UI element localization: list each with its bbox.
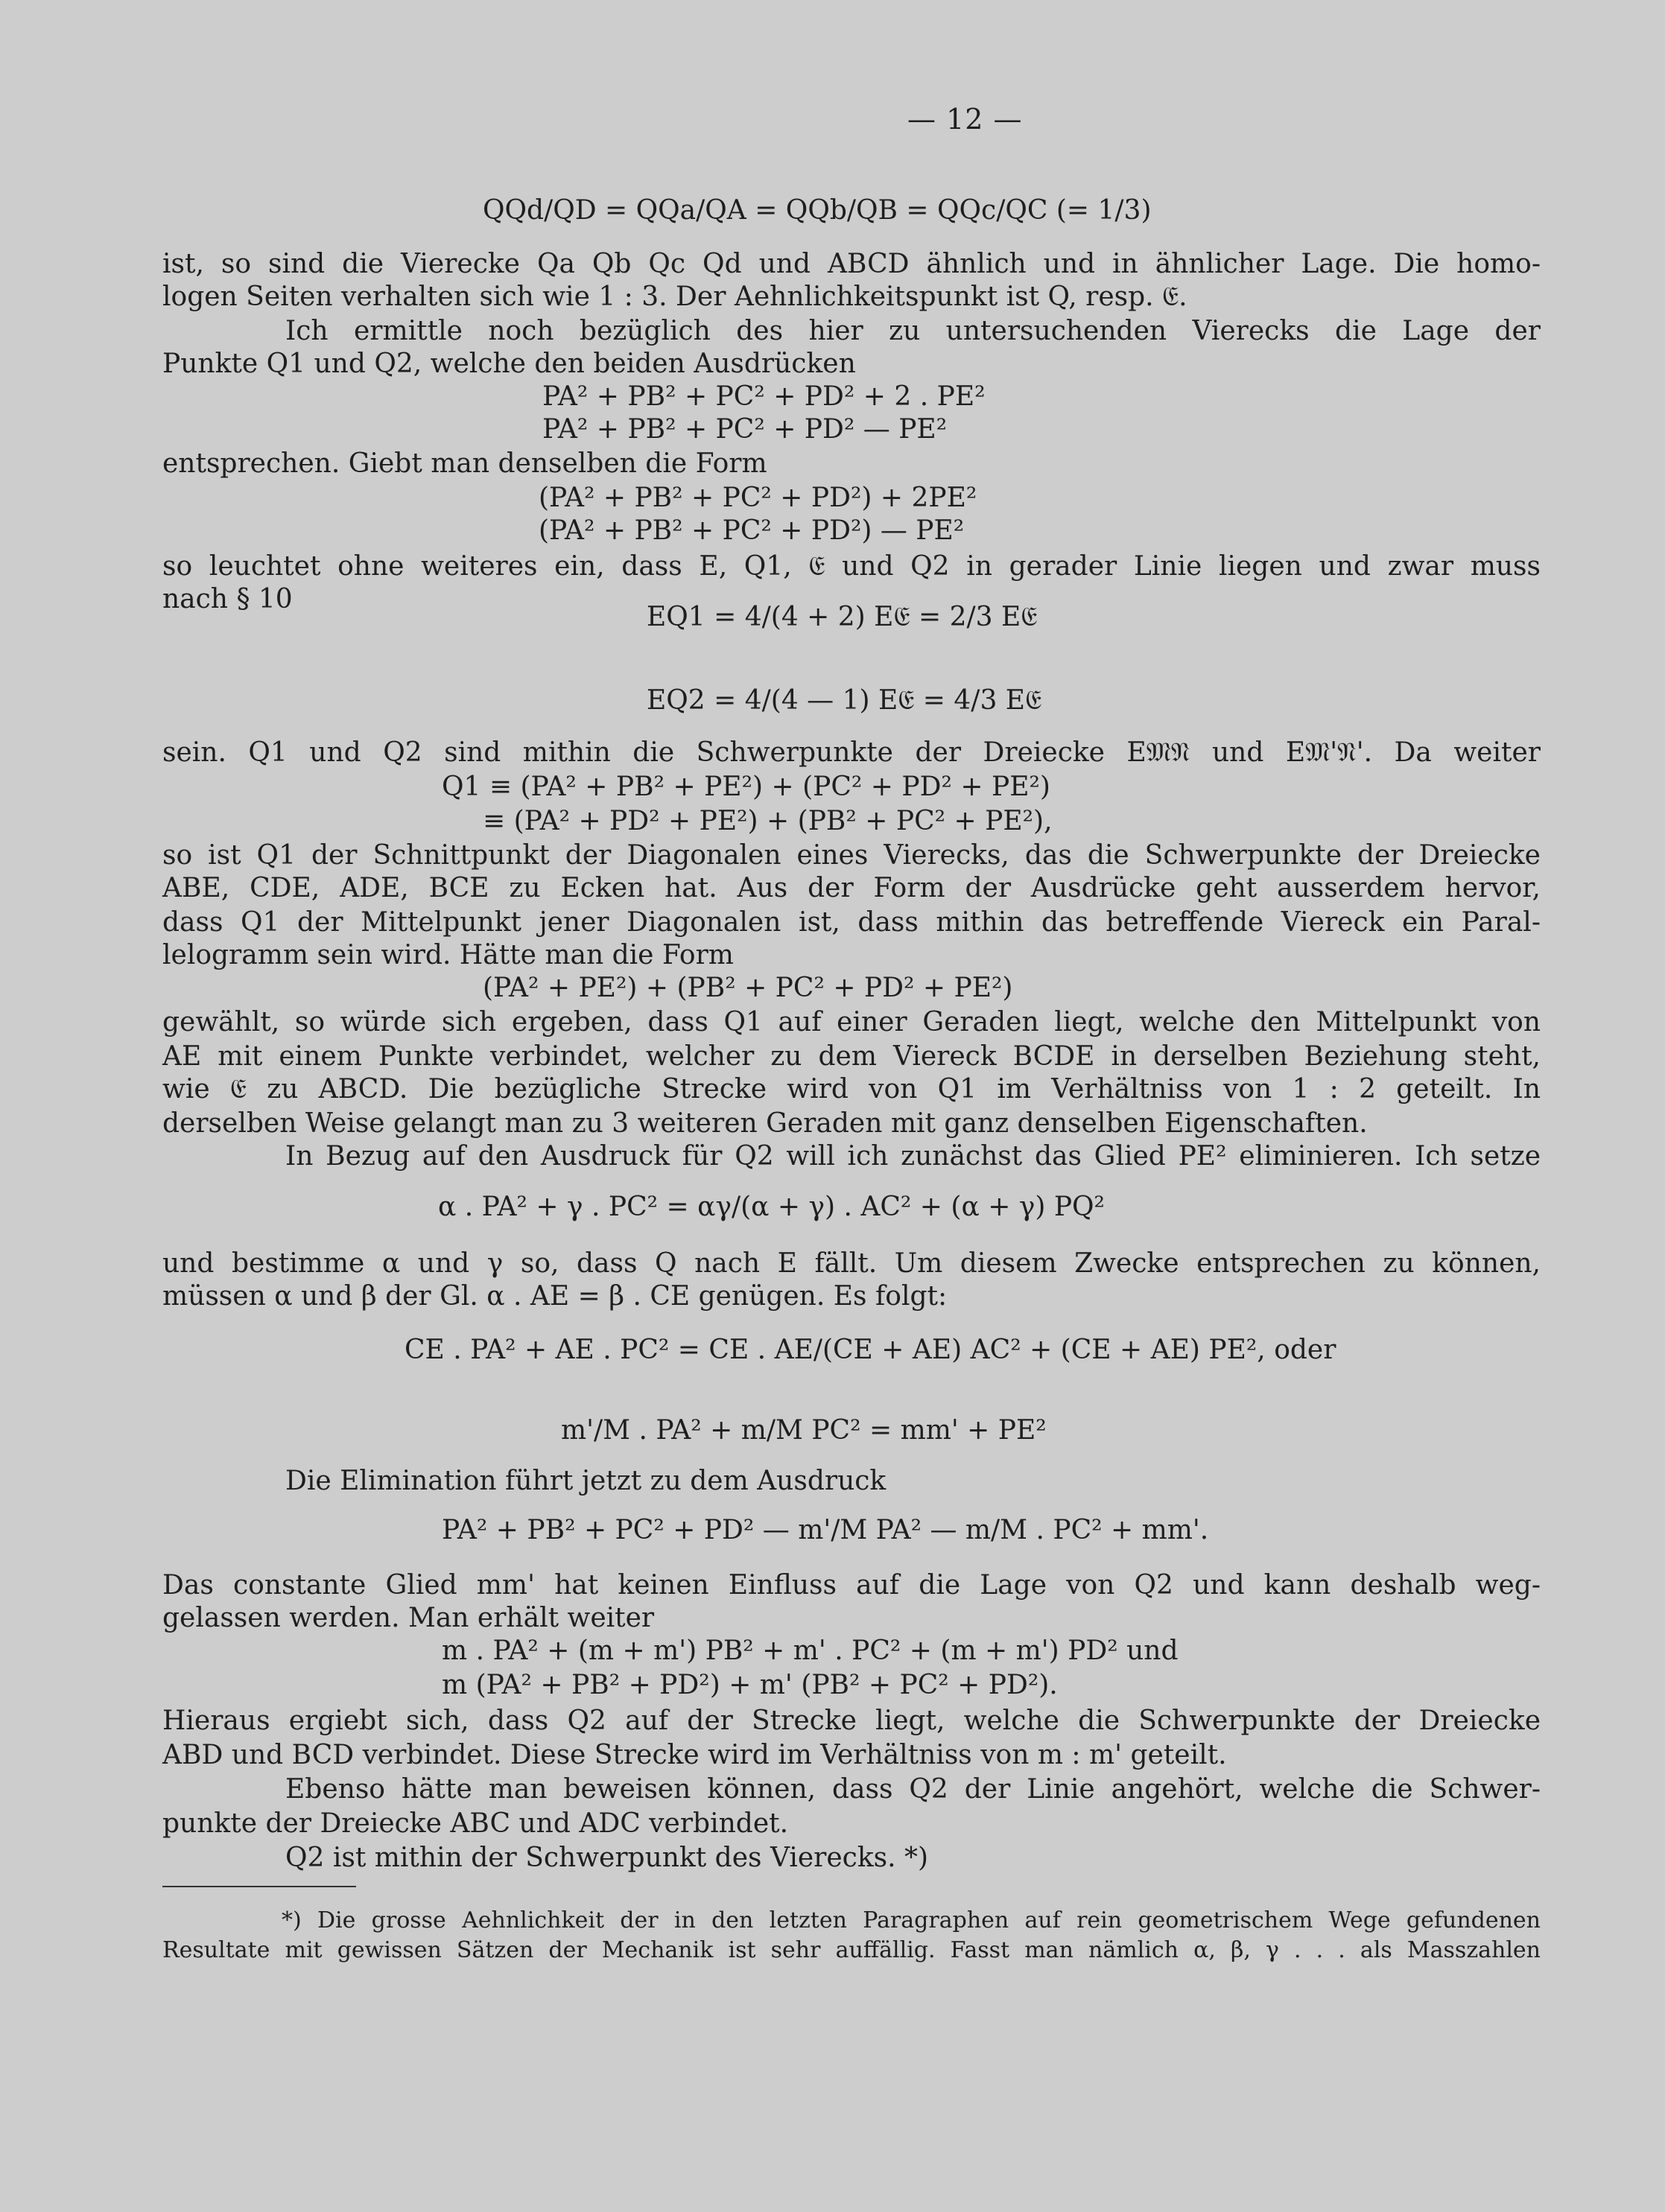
text-line: gewählt, so würde sich ergeben, dass Q1 auf einer Geraden liegt, welche den Mittelpunkt von	[162, 1007, 1541, 1037]
text-line: Hieraus ergiebt sich, dass Q2 auf der Strecke liegt, welche die Schwerpunkte der Dreiecke	[162, 1706, 1541, 1736]
text-line: In Bezug auf den Ausdruck für Q2 will ich zunächst das Glied PE² eliminieren. Ich setze	[285, 1141, 1541, 1172]
text-line: Ebenso hätte man beweisen können, dass Q2 der Linie angehört, welche die Schwer-	[285, 1774, 1541, 1805]
text-line: punkte der Dreiecke ABC und ADC verbindet.	[162, 1808, 789, 1839]
equation: EQ2 = 4/(4 — 1) E𝔈 = 4/3 E𝔈	[647, 685, 1042, 716]
text-line: AE mit einem Punkte verbindet, welcher zu dem Viereck BCDE in derselben Beziehung steht,	[162, 1041, 1541, 1072]
equation: PA² + PB² + PC² + PD² — m'/M PA² — m/M . PC² + mm'.	[442, 1515, 1209, 1545]
equation: Q1 ≡ (PA² + PB² + PE²) + (PC² + PD² + PE²)	[442, 772, 1050, 802]
equation: CE . PA² + AE . PC² = CE . AE/(CE + AE) AC² + (CE + AE) PE², oder	[405, 1335, 1336, 1365]
equation: PA² + PB² + PC² + PD² — PE²	[542, 414, 948, 445]
text-line: gelassen werden. Man erhält weiter	[162, 1603, 655, 1633]
equation: EQ1 = 4/(4 + 2) E𝔈 = 2/3 E𝔈	[647, 602, 1038, 632]
footnote-line: *) Die grosse Aehnlichkeit der in den letzten Paragraphen auf rein geometrischem Wege gefundenen	[282, 1907, 1541, 1933]
text-line: sein. Q1 und Q2 sind mithin die Schwerpunkte der Dreiecke E𝔐𝔑 und E𝔐'𝔑'. Da weiter	[162, 737, 1541, 768]
footnote-separator	[162, 1886, 356, 1887]
text-line: Die Elimination führt jetzt zu dem Ausdruck	[285, 1466, 887, 1496]
page-number: — 12 —	[907, 103, 1023, 136]
text-line: Punkte Q1 und Q2, welche den beiden Ausdrücken	[162, 349, 856, 379]
text-line: ABD und BCD verbindet. Diese Strecke wird im Verhältniss von m : m' geteilt.	[162, 1740, 1227, 1770]
text-line: ist, so sind die Vierecke Qa Qb Qc Qd und ABCD ähnlich und in ähnlicher Lage. Die homo-	[162, 249, 1541, 279]
text-line: entsprechen. Giebt man denselben die Form	[162, 448, 767, 479]
equation: m (PA² + PB² + PD²) + m' (PB² + PC² + PD²).	[442, 1670, 1058, 1700]
text-line: lelogramm sein wird. Hätte man die Form	[162, 940, 734, 970]
text-line: und bestimme α und γ so, dass Q nach E fällt. Um diesem Zwecke entsprechen zu können,	[162, 1248, 1541, 1279]
text-line: wie 𝔈 zu ABCD. Die bezügliche Strecke wird von Q1 im Verhältniss von 1 : 2 geteilt. In	[162, 1074, 1541, 1105]
text-line: ABE, CDE, ADE, BCE zu Ecken hat. Aus der Form der Ausdrücke geht ausserdem hervor,	[162, 873, 1541, 903]
text-line: so leuchtet ohne weiteres ein, dass E, Q1, 𝔈 und Q2 in gerader Linie liegen und zwar muss	[162, 551, 1541, 582]
text-line: Ich ermittle noch bezüglich des hier zu untersuchenden Vierecks die Lage der	[285, 316, 1541, 346]
equation: m . PA² + (m + m') PB² + m' . PC² + (m + m') PD² und	[442, 1636, 1179, 1666]
equation: ≡ (PA² + PD² + PE²) + (PB² + PC² + PE²),	[483, 806, 1053, 836]
equation-ratio-chain: QQd/QD = QQa/QA = QQb/QB = QQc/QC (= 1/3)	[483, 195, 1152, 226]
text-line: müssen α und β der Gl. α . AE = β . CE genügen. Es folgt:	[162, 1281, 948, 1312]
equation: (PA² + PB² + PC² + PD²) — PE²	[539, 515, 965, 546]
text-line: Das constante Glied mm' hat keinen Einfluss auf die Lage von Q2 und kann deshalb weg-	[162, 1570, 1541, 1601]
equation: PA² + PB² + PC² + PD² + 2 . PE²	[542, 381, 986, 412]
equation: m'/M . PA² + m/M PC² = mm' + PE²	[561, 1415, 1047, 1446]
text-line: nach § 10	[162, 584, 293, 614]
text-line: so ist Q1 der Schnittpunkt der Diagonalen eines Vierecks, das die Schwerpunkte der Dreiecke	[162, 840, 1541, 871]
text-line: dass Q1 der Mittelpunkt jener Diagonalen ist, dass mithin das betreffende Viereck ein Paral-	[162, 907, 1541, 938]
footnote-line: Resultate mit gewissen Sätzen der Mechanik ist sehr auffällig. Fasst man nämlich α, β, γ . . . als Masszahlen	[162, 1937, 1541, 1963]
equation: (PA² + PB² + PC² + PD²) + 2PE²	[539, 483, 977, 513]
text-line: derselben Weise gelangt man zu 3 weiteren Geraden mit ganz denselben Eigenschaften.	[162, 1108, 1368, 1139]
text-line: logen Seiten verhalten sich wie 1 : 3. Der Aehnlichkeitspunkt ist Q, resp. 𝔈.	[162, 282, 1187, 312]
equation: α . PA² + γ . PC² = αγ/(α + γ) . AC² + (α + γ) PQ²	[438, 1192, 1105, 1222]
equation: (PA² + PE²) + (PB² + PC² + PD² + PE²)	[483, 973, 1013, 1003]
text-line: Q2 ist mithin der Schwerpunkt des Vierecks. *)	[285, 1843, 929, 1873]
